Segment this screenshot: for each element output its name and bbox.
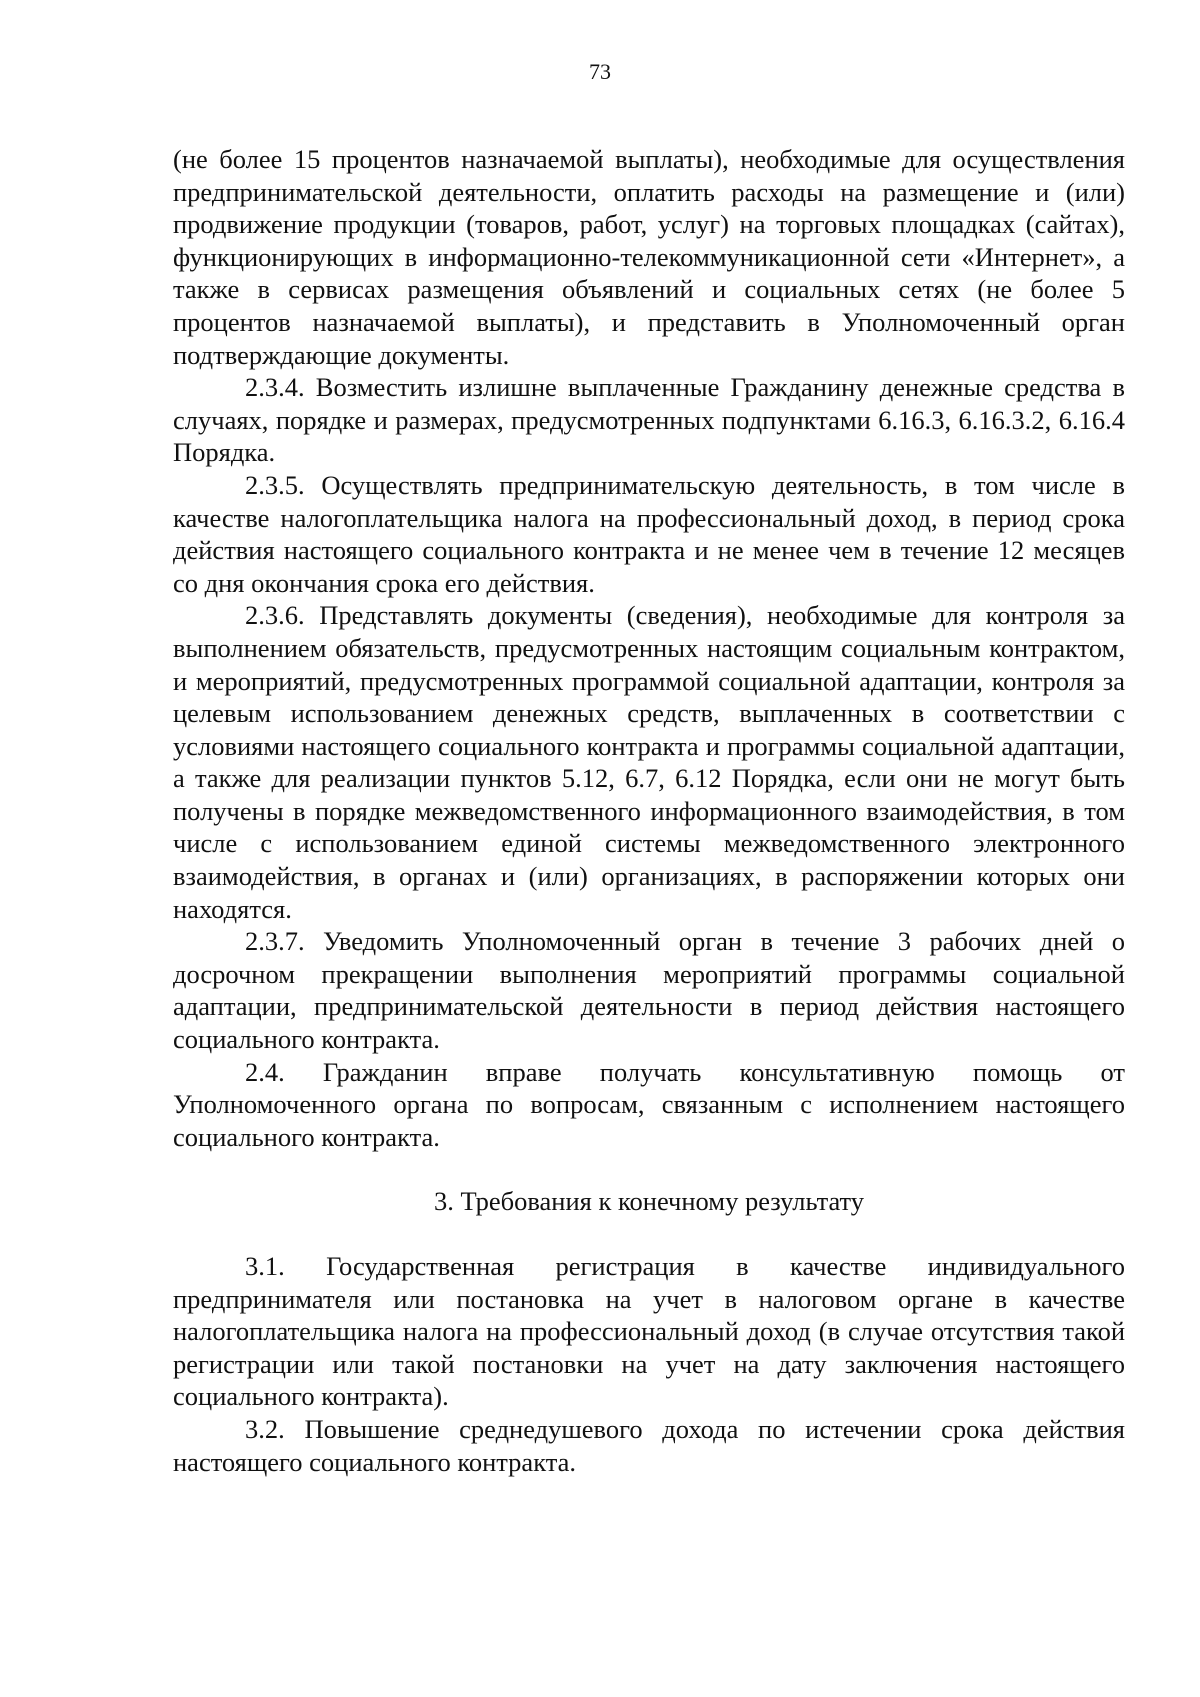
paragraph-3-2: 3.2. Повышение среднедушевого дохода по истечении срока действия настоящего социального контракта. (173, 1413, 1125, 1477)
page-number: 73 (589, 59, 611, 84)
paragraph-2-4: 2.4. Гражданин вправе получать консультативную помощь от Уполномоченного органа по вопросам, связанным с исполнением настоящего социального контракта. (173, 1056, 1125, 1152)
paragraph-2-3-6: 2.3.6. Представлять документы (сведения), необходимые для контроля за выполнением обязательств, предусмотренных настоящим социальным контрактом, и мероприятий, предусмотренных программой социальной адаптации, контроля за целевым использованием денежных средств, выплаченных в соответствии с условиями настоящего социального контракта и программы социальной адаптации, а также для реализации пунктов 5.12, 6.7, 6.12 Порядка, если они не могут быть получены в порядке межведомственного информационного взаимодействия, в том числе с использованием единой системы межведомственного электронного взаимодействия, в органах и (или) организациях, в распоряжении которых они находятся. (173, 600, 1125, 924)
section-heading: 3. Требования к конечному результату (433, 1186, 865, 1217)
paragraph-continuation: (не более 15 процентов назначаемой выплаты), необходимые для осуществления предпринимательской деятельности, оплатить расходы на размещение и (или) продвижение продукции (товаров, работ, услуг) на торговых площадках (сайтах), функционирующих в информационно-телекоммуникационной сети «Интернет», а также в сервисах размещения объявлений и социальных сетях (не более 5 процентов назначаемой выплаты), и представить в Уполномоченный орган подтверждающие документы. (173, 144, 1125, 370)
document-body (173, 143, 1125, 1478)
paragraph-2-3-4: 2.3.4. Возместить излишне выплаченные Гражданину денежные средства в случаях, порядке и размерах, предусмотренных подпунктами 6.16.3, 6.16.3.2, 6.16.4 Порядка. (173, 372, 1125, 468)
paragraph-3-1: 3.1. Государственная регистрация в качестве индивидуального предпринимателя или постановка на учет в налоговом органе в качестве налогоплательщика налога на профессиональный доход (в случае отсутствия такой регистрации или такой постановки на учет на дату заключения настоящего социального контракта). (173, 1251, 1125, 1412)
paragraph-2-3-7: 2.3.7. Уведомить Уполномоченный орган в течение 3 рабочих дней о досрочном прекращении выполнения мероприятий программы социальной адаптации, предпринимательской деятельности в период действия настоящего социального контракта. (173, 926, 1125, 1055)
paragraph-2-3-5: 2.3.5. Осуществлять предпринимательскую деятельность, в том числе в качестве налогоплательщика налога на профессиональный доход, в период срока действия настоящего социального контракта и не менее чем в течение 12 месяцев со дня окончания срока его действия. (173, 469, 1125, 598)
